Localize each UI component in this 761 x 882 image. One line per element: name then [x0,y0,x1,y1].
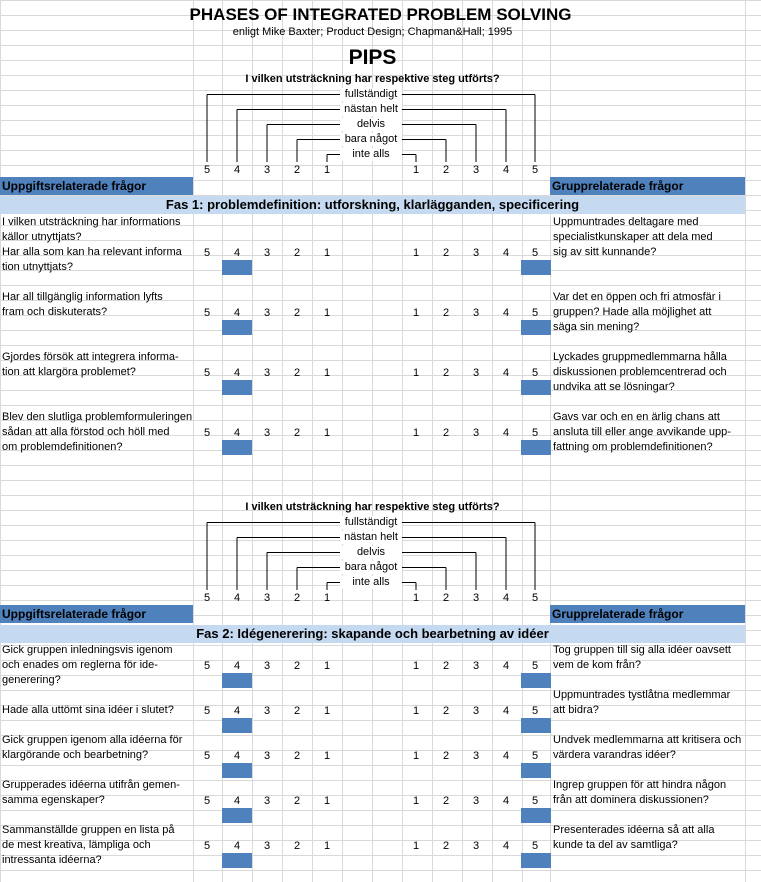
scale-number-left: 1 [323,592,331,604]
rating-left: 4 [233,660,241,672]
rating-right: 1 [412,427,420,439]
rating-left: 2 [293,367,301,379]
rating-right: 4 [502,840,510,852]
scale-number-right: 3 [472,592,480,604]
task-question: Gick gruppen igenom alla idéerna för klargörande och bearbetning? [2,734,183,761]
scale-level-label: fullständigt [340,88,402,101]
rating-cell-left[interactable] [222,380,252,395]
rating-left: 4 [233,367,241,379]
scale-number-left: 2 [293,592,301,604]
task-question: Har all tillgänglig information lyfts fram och diskuterats? [2,291,163,318]
task-question: I vilken utsträckning har informations källor utnyttjats? Har alla som kan ha relevant informa tion utnyttjats? [2,216,182,273]
rating-right: 1 [412,247,420,259]
rating-left: 3 [263,840,271,852]
rating-left: 1 [323,660,331,672]
rating-right: 4 [502,247,510,259]
rating-right: 2 [442,367,450,379]
task-questions-header: Uppgiftsrelaterade frågor [0,177,193,195]
rating-left: 2 [293,307,301,319]
scale-level-label: nästan helt [340,531,402,544]
rating-left: 4 [233,705,241,717]
rating-left: 1 [323,840,331,852]
scale-number-left: 5 [203,164,211,176]
rating-right: 1 [412,307,420,319]
scale-level-label: bara något [340,133,402,146]
rating-left: 1 [323,750,331,762]
rating-left: 2 [293,750,301,762]
rating-right: 4 [502,307,510,319]
scale-number-left: 1 [323,164,331,176]
scale-level-label: inte alls [340,148,402,161]
rating-right: 3 [472,705,480,717]
rating-left: 5 [203,367,211,379]
rating-left: 5 [203,750,211,762]
task-question: Hade alla uttömt sina idéer i slutet? [2,704,174,716]
phase-title: Fas 2: Idégenerering: skapande och bearbetning av idéer [0,625,745,643]
scale-number-left: 3 [263,592,271,604]
rating-cell-right[interactable] [521,260,551,275]
rating-left: 2 [293,840,301,852]
task-question: Grupperades idéerna utifrån gemen- samma egenskaper? [2,779,180,806]
rating-left: 4 [233,750,241,762]
task-question: Blev den slutliga problemformuleringen sådan att alla förstod och höll med om problemdefinitionen? [2,411,192,453]
scale-number-right: 3 [472,164,480,176]
task-question: Sammanställde gruppen en lista på de mest kreativa, lämpliga och intressanta idéerna? [2,824,175,866]
rating-left: 1 [323,247,331,259]
scale-level-label: inte alls [340,576,402,589]
rating-right: 2 [442,750,450,762]
rating-left: 5 [203,840,211,852]
rating-right: 4 [502,427,510,439]
rating-right: 3 [472,750,480,762]
rating-left: 3 [263,307,271,319]
rating-cell-left[interactable] [222,320,252,335]
rating-right: 3 [472,307,480,319]
rating-left: 5 [203,660,211,672]
rating-right: 4 [502,367,510,379]
group-questions-header: Grupprelaterade frågor [550,605,745,623]
rating-cell-right[interactable] [521,718,551,733]
rating-left: 2 [293,247,301,259]
group-question: Presenterades idéerna så att alla kunde ta del av samtliga? [553,824,715,851]
rating-right: 5 [531,427,539,439]
group-question: Ingrep gruppen för att hindra någon från att dominera diskussionen? [553,779,727,806]
scale-number-right: 1 [412,592,420,604]
rating-right: 3 [472,367,480,379]
rating-right: 3 [472,660,480,672]
group-question: Gavs var och en en ärlig chans att ansluta till eller ange avvikande upp- fattning om problemdefinitionen? [553,411,731,453]
rating-left: 3 [263,795,271,807]
rating-left: 2 [293,705,301,717]
rating-cell-left[interactable] [222,718,252,733]
rating-right: 5 [531,750,539,762]
rating-right: 3 [472,795,480,807]
rating-right: 1 [412,795,420,807]
rating-right: 1 [412,705,420,717]
rating-right: 5 [531,247,539,259]
rating-left: 4 [233,307,241,319]
scale-number-left: 2 [293,164,301,176]
phase-title: Fas 1: problemdefinition: utforskning, klarlägganden, specificering [0,196,745,214]
rating-left: 3 [263,750,271,762]
rating-right: 4 [502,795,510,807]
scale-level-label: delvis [340,546,402,559]
rating-cell-left[interactable] [222,260,252,275]
rating-left: 1 [323,705,331,717]
rating-cell-right[interactable] [521,440,551,455]
rating-left: 1 [323,795,331,807]
rating-left: 4 [233,427,241,439]
group-question: Undvek medlemmarna att kritisera och värdera varandras idéer? [553,734,742,761]
rating-cell-left[interactable] [222,853,252,868]
rating-left: 5 [203,307,211,319]
rating-cell-right[interactable] [521,673,551,688]
scale-level-label: bara något [340,561,402,574]
rating-left: 1 [323,307,331,319]
rating-right: 1 [412,367,420,379]
rating-left: 3 [263,660,271,672]
scale-number-left: 5 [203,592,211,604]
scale-question: I vilken utsträckning har respektive steg utförts? [245,73,500,85]
rating-right: 2 [442,660,450,672]
rating-cell-right[interactable] [521,320,551,335]
rating-right: 3 [472,427,480,439]
rating-right: 5 [531,367,539,379]
rating-right: 2 [442,427,450,439]
rating-right: 4 [502,705,510,717]
scale-number-right: 1 [412,164,420,176]
rating-right: 2 [442,307,450,319]
rating-cell-left[interactable] [222,440,252,455]
scale-number-right: 5 [531,592,539,604]
pips-heading: PIPS [348,46,397,69]
scale-question: I vilken utsträckning har respektive steg utförts? [245,501,500,513]
scale-number-left: 4 [233,592,241,604]
rating-right: 1 [412,750,420,762]
scale-level-label: delvis [340,118,402,131]
rating-right: 5 [531,307,539,319]
scale-number-right: 5 [531,164,539,176]
rating-cell-right[interactable] [521,853,551,868]
rating-left: 5 [203,427,211,439]
rating-right: 3 [472,247,480,259]
rating-right: 4 [502,750,510,762]
rating-right: 5 [531,795,539,807]
group-question: Lyckades gruppmedlemmarna hålla diskussionen problemcentrerad och undvika att se lösningar? [553,351,727,393]
group-question: Uppmuntrades tystlåtna medlemmar att bidra? [553,689,731,716]
scale-level-label: fullständigt [340,516,402,529]
rating-right: 5 [531,840,539,852]
scale-number-right: 4 [502,164,510,176]
rating-cell-left[interactable] [222,763,252,778]
rating-cell-left[interactable] [222,808,252,823]
rating-right: 2 [442,795,450,807]
rating-cell-right[interactable] [521,380,551,395]
rating-left: 3 [263,247,271,259]
group-questions-header: Grupprelaterade frågor [550,177,745,195]
rating-left: 3 [263,705,271,717]
task-questions-header: Uppgiftsrelaterade frågor [0,605,193,623]
scale-number-left: 3 [263,164,271,176]
rating-left: 4 [233,840,241,852]
rating-left: 5 [203,705,211,717]
rating-left: 1 [323,427,331,439]
task-question: Gick gruppen inledningsvis igenom och enades om reglerna för ide- generering? [2,644,173,686]
rating-left: 5 [203,247,211,259]
document-title: PHASES OF INTEGRATED PROBLEM SOLVING [189,5,572,24]
scale-number-left: 4 [233,164,241,176]
group-question: Uppmuntrades deltagare med specialistkunskaper att dela med sig av sitt kunnande? [553,216,713,258]
rating-left: 4 [233,247,241,259]
rating-left: 3 [263,367,271,379]
rating-right: 5 [531,660,539,672]
scale-number-right: 2 [442,164,450,176]
group-question: Var det en öppen och fri atmosfär i gruppen? Hade alla möjlighet att säga sin mening? [553,291,721,333]
rating-cell-right[interactable] [521,763,551,778]
rating-right: 1 [412,840,420,852]
rating-left: 2 [293,427,301,439]
document-subtitle: enligt Mike Baxter; Product Design; Chapman&Hall; 1995 [232,26,513,38]
rating-right: 4 [502,660,510,672]
rating-right: 1 [412,660,420,672]
scale-number-right: 2 [442,592,450,604]
rating-left: 2 [293,795,301,807]
rating-cell-right[interactable] [521,808,551,823]
group-question: Tog gruppen till sig alla idéer oavsett vem de kom från? [553,644,731,671]
task-question: Gjordes försök att integrera informa- tion att klargöra problemet? [2,351,179,378]
rating-cell-left[interactable] [222,673,252,688]
rating-right: 5 [531,705,539,717]
rating-left: 1 [323,367,331,379]
rating-left: 4 [233,795,241,807]
rating-right: 2 [442,840,450,852]
rating-right: 3 [472,840,480,852]
scale-level-label: nästan helt [340,103,402,116]
rating-left: 5 [203,795,211,807]
rating-right: 2 [442,705,450,717]
rating-right: 2 [442,247,450,259]
scale-number-right: 4 [502,592,510,604]
rating-left: 2 [293,660,301,672]
rating-left: 3 [263,427,271,439]
